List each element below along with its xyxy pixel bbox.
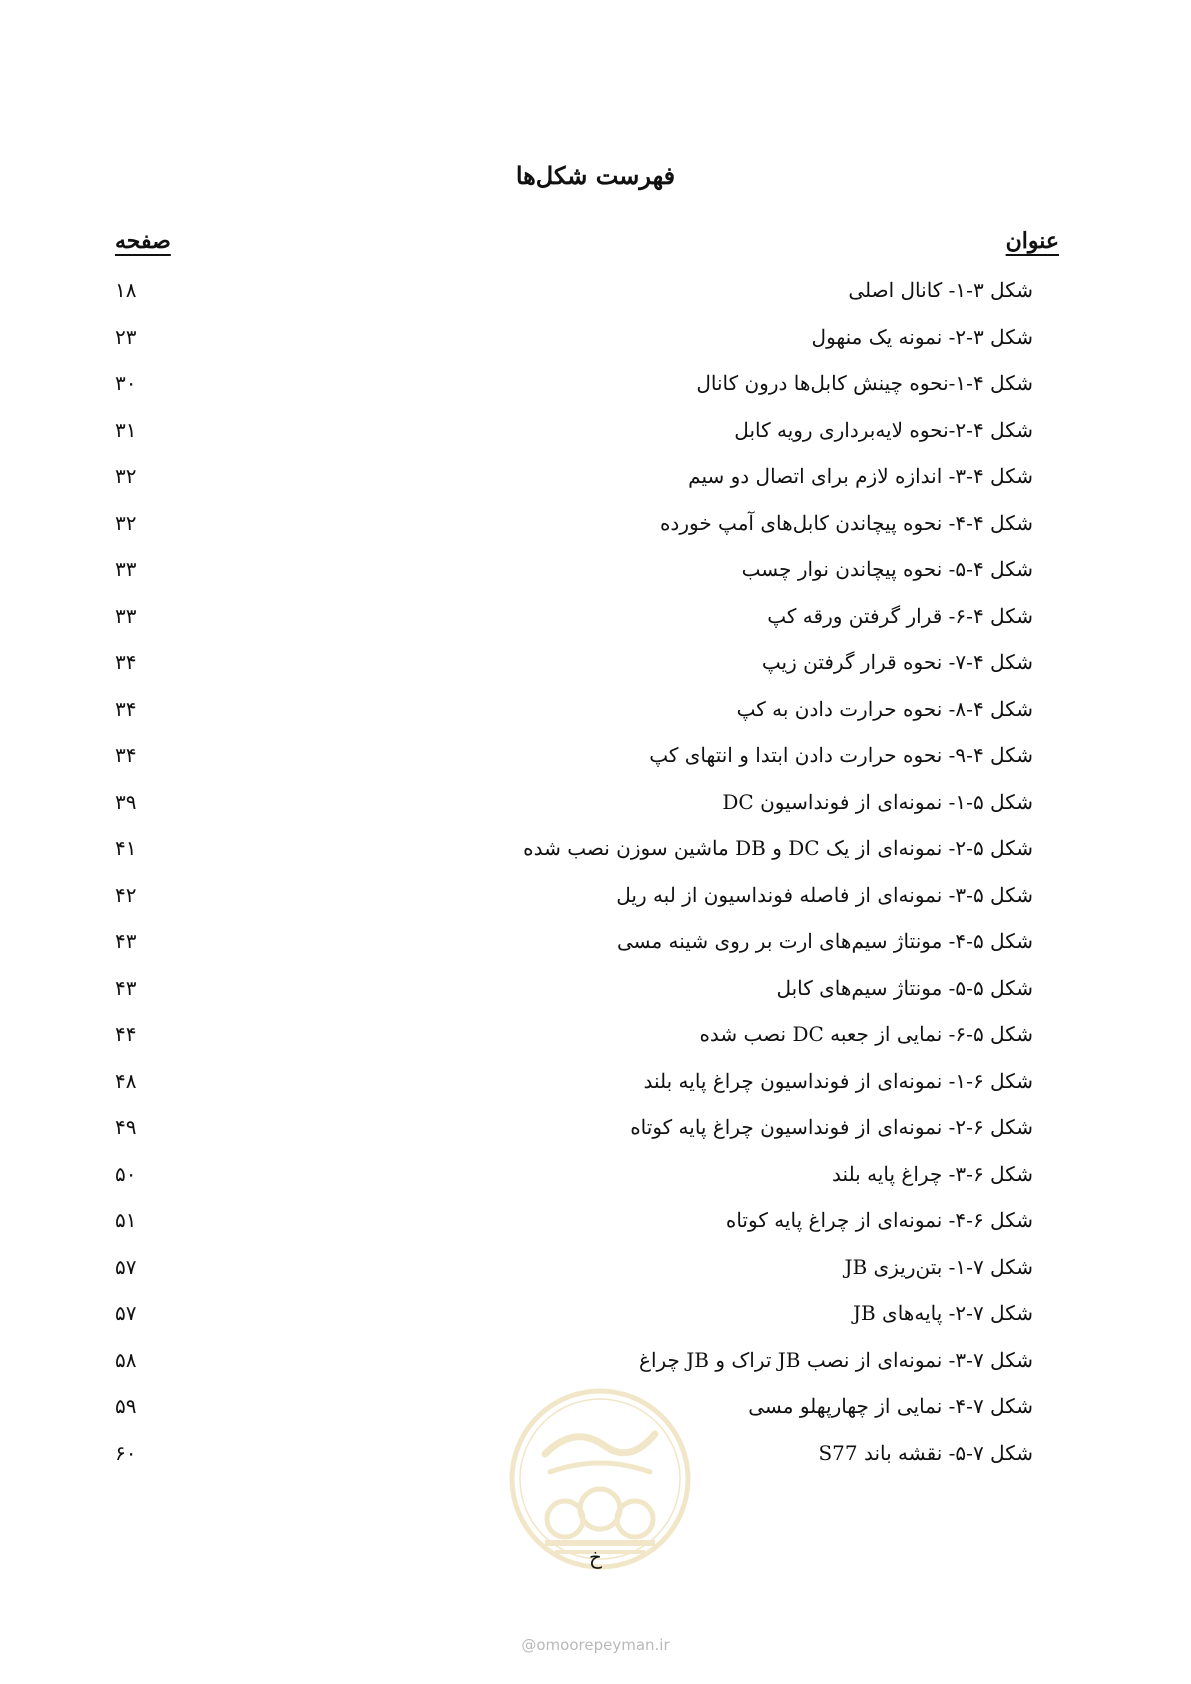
figure-caption: شکل ۷-۴- نمایی از چهارپهلو مسی (748, 1394, 1033, 1418)
figure-page-number: ۵۹ (115, 1394, 137, 1418)
figure-caption: شکل ۷-۲- پایه‌های JB (852, 1301, 1033, 1325)
figure-caption: شکل ۵-۴- مونتاژ سیم‌های ارت بر روی شینه مسی (616, 929, 1033, 953)
figure-entry (115, 369, 1033, 416)
figure-entry (115, 555, 1033, 602)
figure-caption: شکل ۴-۲-نحوه لایه‌برداری رویه کابل (734, 417, 1033, 442)
figure-entry (115, 1067, 1033, 1114)
page-title: فهرست شکل‌ها (515, 161, 676, 190)
figure-page-number: ۴۲ (115, 882, 137, 907)
figure-page-number: ۳۳ (115, 557, 137, 581)
figure-page-number: ۵۸ (115, 1347, 137, 1372)
figure-page-number: ۳۳ (115, 603, 137, 628)
figure-caption: شکل ۴-۹- نحوه حرارت دادن ابتدا و انتهای کپ (649, 743, 1033, 767)
figure-caption: شکل ۵-۳- نمونه‌ای از فاصله فونداسیون از لبه ریل (616, 882, 1033, 907)
watermark-url: @omoorepeyman.ir (521, 1636, 670, 1654)
figure-entry (115, 1160, 1033, 1207)
figure-entry (115, 927, 1033, 974)
figure-caption: شکل ۷-۳- نمونه‌ای از نصب JB تراک و JB چراغ (639, 1347, 1033, 1372)
figure-entry (115, 834, 1033, 881)
figure-entry (115, 1113, 1033, 1160)
figure-entry (115, 881, 1033, 928)
figure-entry (115, 974, 1033, 1021)
figure-caption: شکل ۶-۱- نمونه‌ای از فونداسیون چراغ پایه بلند (643, 1068, 1033, 1093)
column-header-page: صفحه (115, 228, 171, 254)
figure-entry (115, 788, 1033, 835)
figure-entry (115, 602, 1033, 649)
figure-page-number: ۳۹ (115, 789, 137, 814)
column-header-title: عنوان (1005, 228, 1059, 254)
figure-caption: شکل ۴-۶- قرار گرفتن ورقه کپ (767, 603, 1033, 628)
figure-caption: شکل ۵-۱- نمونه‌ای از فونداسیون DC (722, 789, 1033, 814)
figure-caption: شکل ۵-۶- نمایی از جعبه DC نصب شده (699, 1022, 1033, 1046)
figure-list (115, 276, 1033, 1485)
figure-caption: شکل ۶-۴- نمونه‌ای از چراغ پایه کوتاه (725, 1208, 1033, 1232)
figure-entry (115, 1206, 1033, 1253)
figure-page-number: ۵۷ (115, 1254, 137, 1279)
figure-page-number: ۳۱ (115, 417, 137, 442)
figure-page-number: ۳۴ (115, 650, 137, 674)
figure-page-number: ۴۹ (115, 1115, 137, 1139)
figure-page-number: ۳۰ (115, 371, 137, 395)
figure-page-number: ۳۴ (115, 743, 137, 767)
figure-page-number: ۴۴ (115, 1022, 137, 1046)
figure-caption: شکل ۴-۷- نحوه قرار گرفتن زیپ (761, 650, 1033, 674)
page-number-letter: خ (589, 1545, 602, 1569)
figure-caption: شکل ۴-۱-نحوه چینش کابل‌ها درون کانال (696, 371, 1033, 395)
figure-caption: شکل ۷-۱- بتن‌ریزی JB (844, 1254, 1033, 1279)
figure-page-number: ۵۱ (115, 1208, 137, 1232)
figure-caption: شکل ۴-۵- نحوه پیچاندن نوار چسب (741, 557, 1033, 581)
figure-caption: شکل ۷-۵- نقشه باند S77 (818, 1440, 1033, 1465)
figure-page-number: ۱۸ (115, 278, 137, 302)
figure-caption: شکل ۵-۵- مونتاژ سیم‌های کابل (776, 975, 1033, 1000)
figure-entry (115, 276, 1033, 323)
figure-page-number: ۳۲ (115, 510, 137, 535)
figure-caption: شکل ۴-۸- نحوه حرارت دادن به کپ (736, 696, 1033, 721)
figure-page-number: ۳۲ (115, 464, 137, 488)
figure-entry (115, 462, 1033, 509)
figure-page-number: ۳۴ (115, 696, 137, 721)
figure-entry (115, 648, 1033, 695)
figure-page-number: ۴۱ (115, 836, 137, 860)
figure-caption: شکل ۴-۴- نحوه پیچاندن کابل‌های آمپ خورده (659, 510, 1033, 535)
figure-caption: شکل ۶-۳- چراغ پایه بلند (832, 1161, 1033, 1186)
figure-page-number: ۲۳ (115, 324, 137, 349)
figure-page-number: ۴۸ (115, 1068, 137, 1093)
figure-page-number: ۴۳ (115, 975, 137, 1000)
figure-caption: شکل ۶-۲- نمونه‌ای از فونداسیون چراغ پایه کوتاه (630, 1115, 1033, 1139)
figure-entry (115, 323, 1033, 370)
figure-entry (115, 695, 1033, 742)
figure-page-number: ۵۷ (115, 1301, 137, 1325)
figure-caption: شکل ۳-۲- نمونه یک منهول (811, 324, 1033, 349)
figure-caption: شکل ۴-۳- اندازه لازم برای اتصال دو سیم (688, 464, 1033, 488)
figure-entry (115, 1299, 1033, 1346)
figure-caption: شکل ۳-۱- کانال اصلی (848, 278, 1033, 302)
figure-page-number: ۴۳ (115, 929, 137, 953)
figure-entry (115, 1253, 1033, 1300)
figure-entry (115, 416, 1033, 463)
figure-caption: شکل ۵-۲- نمونه‌ای از یک DC و DB ماشین سوزن نصب شده (523, 836, 1033, 860)
figure-entry (115, 509, 1033, 556)
figure-page-number: ۵۰ (115, 1161, 137, 1186)
figure-entry (115, 1020, 1033, 1067)
figure-entry (115, 741, 1033, 788)
figure-page-number: ۶۰ (115, 1440, 137, 1465)
